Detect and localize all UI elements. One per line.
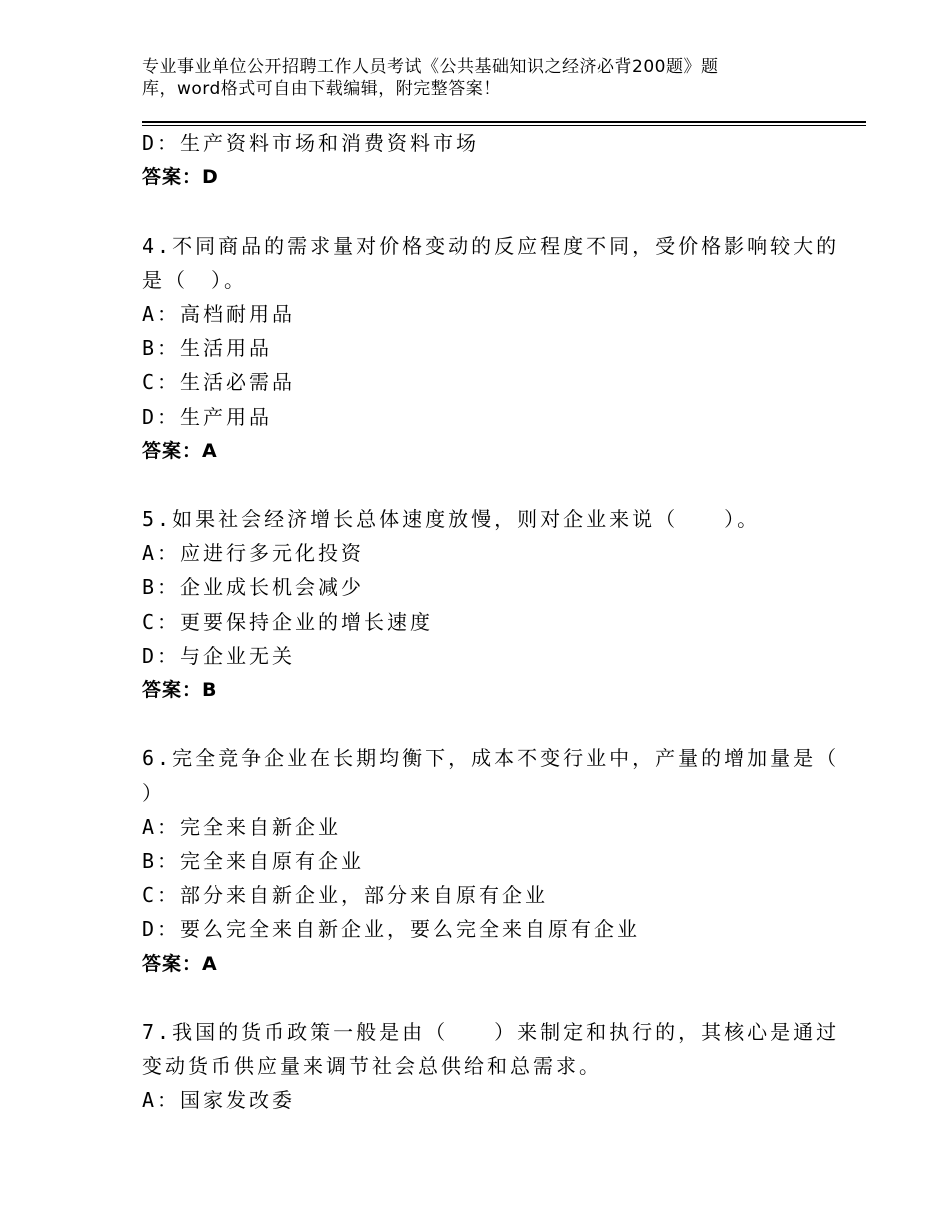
document-body [142, 126, 840, 1117]
question-6 [142, 741, 840, 980]
spacer [142, 707, 822, 741]
question-7-stem-line-2: 变动货币供应量来调节社会总供给和总需求。 [142, 1054, 602, 1079]
question-4-option-d: D：生产用品 [142, 404, 273, 429]
question-4-stem-line-2: 是（ ）。 [142, 267, 247, 292]
header-line-1: 专业事业单位公开招聘工作人员考试《公共基础知识之经济必背200题》题 [142, 57, 719, 77]
question-5-option-b: B：企业成长机会减少 [142, 575, 365, 600]
header-rule-thick [142, 121, 866, 123]
question-7 [142, 1015, 840, 1118]
question-5 [142, 502, 822, 707]
question-6-stem-line-1: 6.完全竞争企业在长期均衡下，成本不变行业中，产量的增加量是（ [142, 746, 840, 771]
question-6-option-b: B：完全来自原有企业 [142, 848, 365, 873]
spacer [142, 194, 822, 228]
spacer [142, 981, 822, 1015]
question-7-stem-line-1: 7.我国的货币政策一般是由（ ）来制定和执行的，其核心是通过 [142, 1019, 840, 1044]
question-6-option-a: A：完全来自新企业 [142, 814, 342, 839]
question-4-option-a: A：高档耐用品 [142, 301, 296, 326]
question-5-answer: 答案：B [142, 679, 218, 701]
document-header [142, 56, 782, 100]
question-5-option-d: D：与企业无关 [142, 643, 296, 668]
question-4-stem-line-1: 4.不同商品的需求量对价格变动的反应程度不同，受价格影响较大的 [142, 233, 840, 258]
question-5-option-c: C：更要保持企业的增长速度 [142, 609, 434, 634]
question-5-stem-line-1: 5.如果社会经济增长总体速度放慢，则对企业来说（ ）。 [142, 507, 761, 532]
question-6-option-c: C：部分来自新企业，部分来自原有企业 [142, 883, 549, 908]
question-4-answer: 答案：A [142, 439, 218, 462]
question-6-answer: 答案：A [142, 952, 218, 975]
question-3-answer: 答案：D [142, 166, 219, 189]
question-4 [142, 229, 840, 468]
question-6-stem-line-2: ） [142, 780, 165, 805]
question-4-option-c: C：生活必需品 [142, 370, 296, 395]
header-line-2: 库，word格式可自由下载编辑，附完整答案！ [142, 79, 501, 99]
question-3-option-d: D：生产资料市场和消费资料市场 [142, 131, 480, 155]
question-7-option-a: A：国家发改委 [142, 1088, 296, 1113]
spacer [142, 468, 822, 502]
question-3-tail [142, 126, 822, 194]
question-5-option-a: A：应进行多元化投资 [142, 541, 365, 566]
question-6-option-d: D：要么完全来自新企业，要么完全来自原有企业 [142, 917, 641, 942]
question-4-option-b: B：生活用品 [142, 336, 273, 361]
